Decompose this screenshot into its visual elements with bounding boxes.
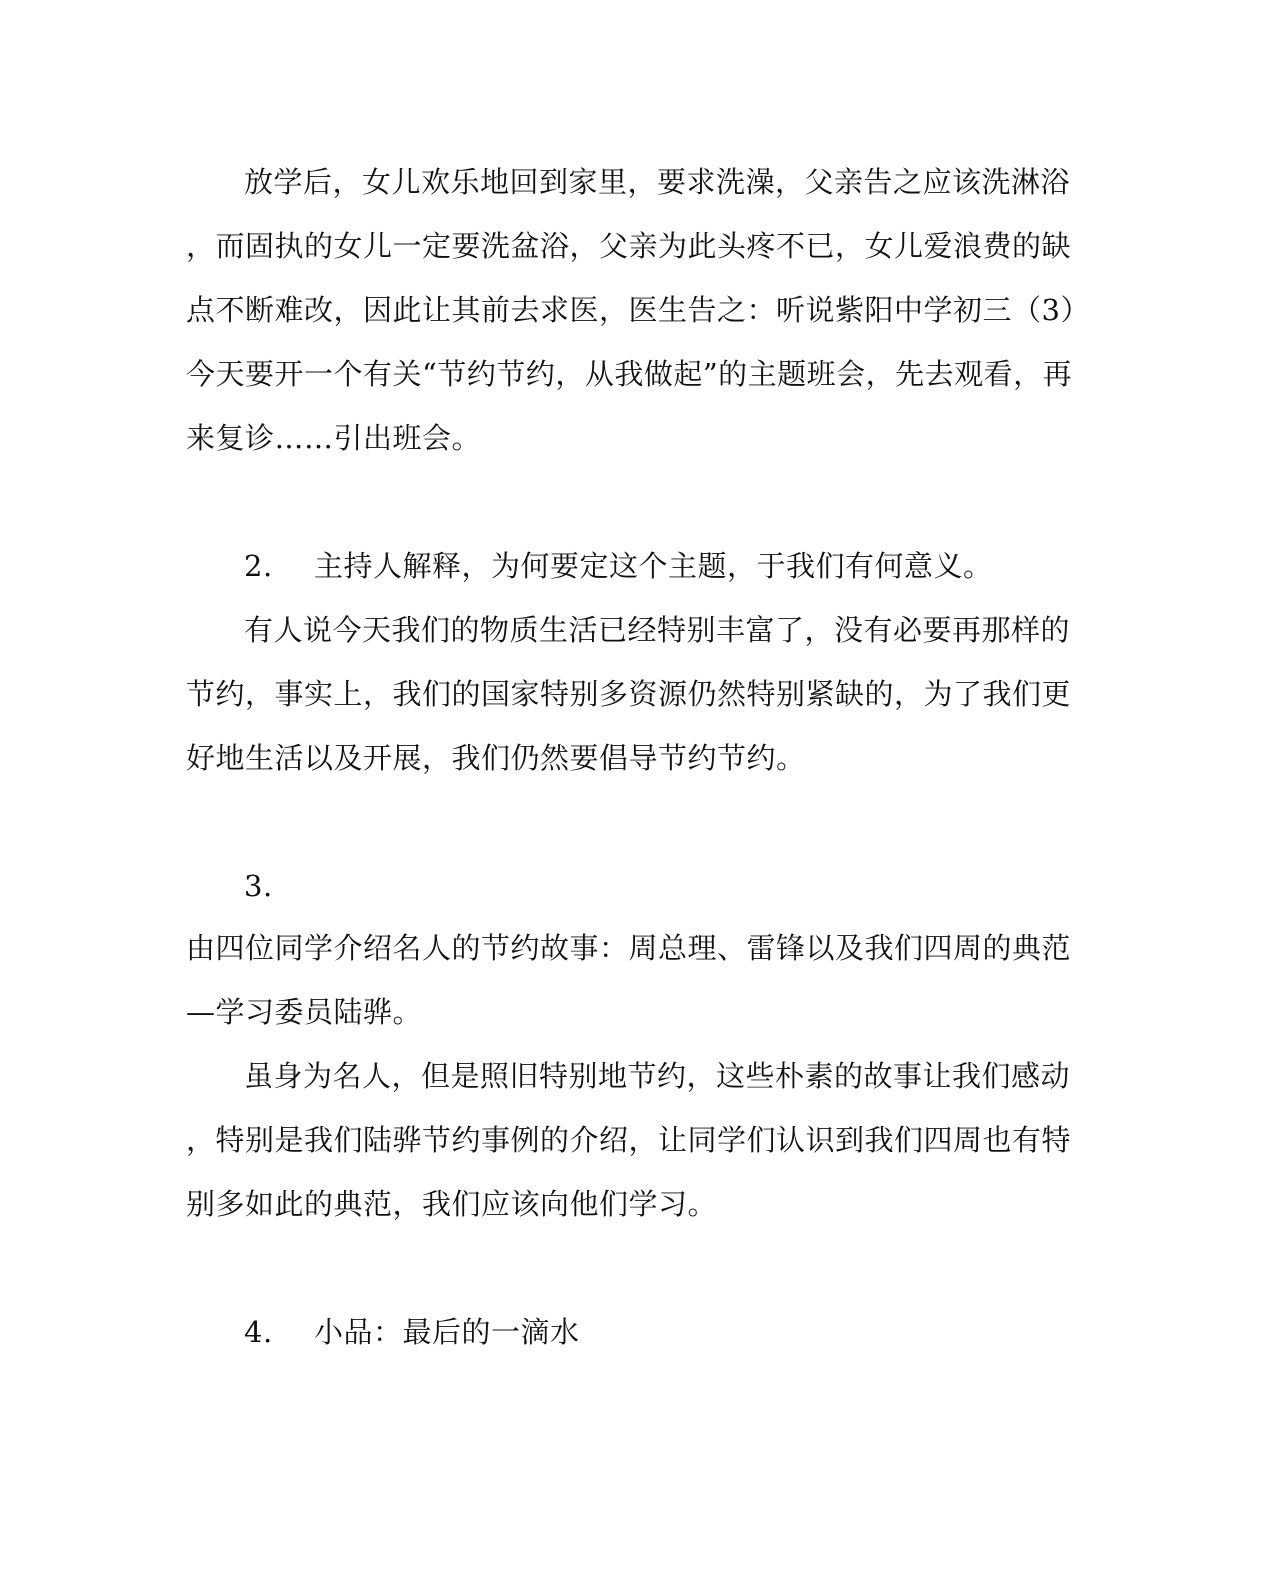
paragraph-line: 来复诊……引出班会。	[186, 421, 482, 455]
list-item-text: —学习委员陆骅。	[186, 995, 423, 1029]
list-item-text: 由四位同学介绍名人的节约故事：周总理、雷锋以及我们四周的典范	[186, 931, 1072, 965]
paragraph-line: ，而固执的女儿一定要洗盆浴，父亲为此头疼不已，女儿爱浪费的缺	[186, 229, 1072, 263]
paragraph-line: 有人说今天我们的物质生活已经特别丰富了，没有必要再那样的	[244, 613, 1071, 647]
list-item-number: 2.	[244, 549, 273, 583]
list-item-text: 主持人解释，为何要定这个主题，于我们有何意义。	[314, 549, 993, 583]
paragraph-line: ，特别是我们陆骅节约事例的介绍，让同学们认识到我们四周也有特	[186, 1123, 1072, 1157]
paragraph-line: 虽身为名人，但是照旧特别地节约，这些朴素的故事让我们感动	[244, 1059, 1071, 1093]
paragraph-line: 今天要开一个有关“节约节约，从我做起”的主题班会，先去观看，再	[186, 357, 1073, 391]
paragraph-line: 点不断难改，因此让其前去求医，医生告之：听说紫阳中学初三（3）	[186, 293, 1090, 327]
paragraph-line: 好地生活以及开展，我们仍然要倡导节约节约。	[186, 741, 806, 775]
paragraph-line: 节约，事实上，我们的国家特别多资源仍然特别紧缺的，为了我们更	[186, 677, 1072, 711]
paragraph-line: 放学后，女儿欢乐地回到家里，要求洗澡，父亲告之应该洗淋浴	[244, 165, 1071, 199]
list-item-number: 4.	[244, 1315, 273, 1349]
paragraph-line: 别多如此的典范，我们应该向他们学习。	[186, 1187, 718, 1221]
list-item-number: 3.	[244, 869, 273, 903]
list-item-text: 小品：最后的一滴水	[314, 1315, 580, 1349]
